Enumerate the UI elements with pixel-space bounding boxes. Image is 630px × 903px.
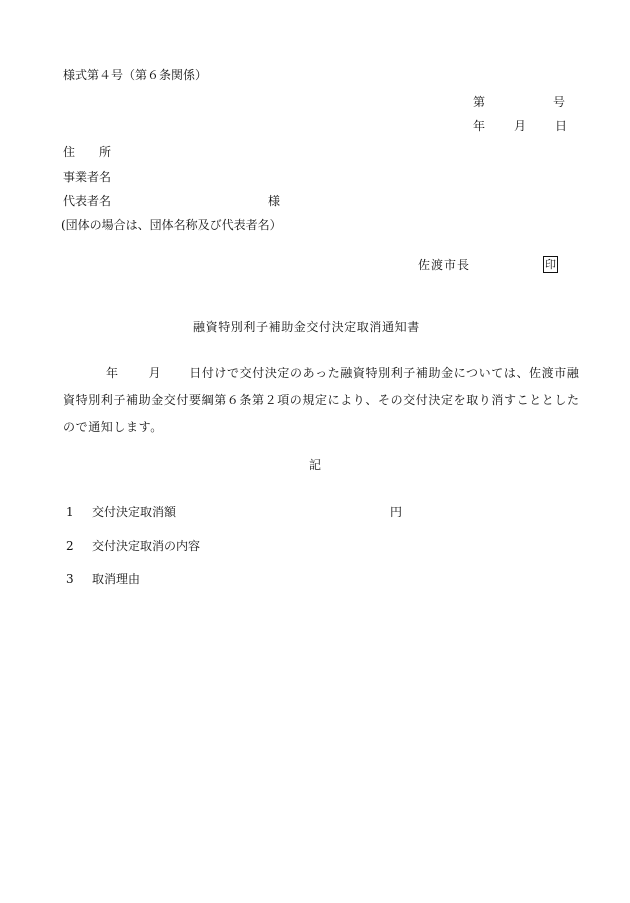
group-note: (団体の場合は、団体名称及び代表者名）: [61, 218, 282, 232]
amount-unit: 円: [390, 505, 403, 519]
item-number: 1: [66, 505, 74, 519]
doc-number-suffix: 号: [553, 95, 566, 109]
sender-name: 佐渡市長: [418, 258, 471, 272]
list-item-3: [66, 572, 140, 586]
body-month: 月: [148, 366, 162, 380]
representative-label: 代表者名: [63, 194, 112, 208]
item-label: 交付決定取消の内容: [92, 539, 201, 553]
seal-stamp: 印: [545, 258, 556, 271]
address-label: 住 所: [63, 145, 112, 159]
body-year: 年: [106, 366, 119, 380]
document-title: 融資特別利子補助金交付決定取消通知書: [193, 320, 420, 334]
date-month: 月: [514, 119, 527, 133]
item-label: 交付決定取消額: [92, 505, 177, 519]
list-item-2: [66, 539, 200, 553]
form-label: 様式第４号（第６条関係）: [63, 68, 208, 82]
business-name-label: 事業者名: [63, 170, 112, 184]
date-day: 日: [555, 119, 568, 133]
item-number: 3: [66, 572, 74, 586]
body-text: 日付けで交付決定のあった融資特別利子補助金については、佐渡市融資特別利子補助金交付要綱第６条第２項の規定により、その交付決定を取り消すこととしたので通知します。: [63, 366, 580, 434]
honorific: 様: [268, 194, 281, 208]
ki-heading: 記: [309, 458, 322, 472]
list-item-1: [66, 505, 176, 519]
item-number: 2: [66, 539, 74, 553]
body-paragraph: [63, 360, 583, 441]
doc-number-prefix: 第: [473, 95, 486, 109]
item-label: 取消理由: [92, 572, 141, 586]
date-year: 年: [473, 119, 486, 133]
